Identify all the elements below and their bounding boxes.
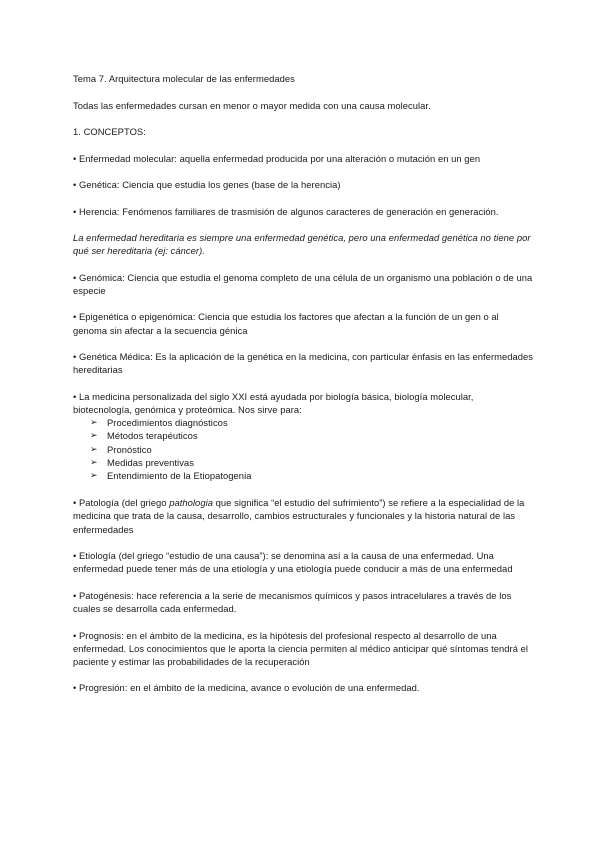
definition-genetica-medica: • Genética Médica: Es la aplicación de la genética en la medicina, con particular énfasis en las enfermedades hereditarias	[73, 351, 534, 376]
section-heading: 1. CONCEPTOS:	[73, 126, 146, 137]
list-item: ➢ Procedimientos diagnósticos	[90, 417, 228, 429]
definition-genetica: • Genética: Ciencia que estudia los genes (base de la herencia)	[73, 179, 341, 190]
arrow-bullet-icon: ➢	[90, 456, 98, 467]
list-item: ➢ Métodos terapéuticos	[90, 430, 198, 442]
list-item: ➢ Pronóstico	[90, 443, 152, 455]
definition-prognosis: • Prognosis: en el ámbito de la medicina, es la hipótesis del profesional respecto al desarrollo de una enfermedad. Los conocimientos que le aporta la ciencia permiten al médico anticipar qué síntomas tendrá el paciente y estimar las probabilidades de la recuperación	[73, 629, 529, 667]
document-page	[73, 72, 535, 708]
list-item: ➢ Medidas preventivas	[90, 456, 194, 468]
medicina-personalizada-paragraph: • La medicina personalizada del siglo XXI está ayudada por biología básica, biología molecular, biotecnología, genómica y proteómica. Nos sirve para:	[73, 390, 474, 416]
definition-genomica: • Genómica: Ciencia que estudia el genoma completo de una célula de un organismo una población o de una especie	[73, 271, 533, 296]
definition-enfermedad-molecular: • Enfermedad molecular: aquella enfermedad producida por una alteración o mutación en un gen	[73, 152, 481, 164]
definition-etiologia: • Etiología (del griego “estudio de una causa”): se denomina así a la causa de una enfermedad. Una enfermedad puede tener más de una etiología y una etiología puede conducir a más de una enfermedad	[73, 550, 513, 575]
arrow-bullet-icon: ➢	[90, 443, 98, 454]
arrow-bullet-icon: ➢	[90, 417, 98, 428]
definition-epigenetica: • Epigenética o epigenómica: Ciencia que estudia los factores que afectan a la función de un gen o al genoma sin afectar a la secuencia génica	[73, 311, 499, 336]
uses-list	[73, 416, 535, 482]
definition-patologia: • Patología (del griego pathologia que significa “el estudio del sufrimiento”) se refiere a la especialidad de la medicina que trata de la causa, desarrollo, cambios estructurales y funcionales y la historia natural de las enfermedades	[73, 497, 525, 535]
document-title: Tema 7. Arquitectura molecular de las enfermedades	[73, 73, 295, 84]
definition-patogenesis: • Patogénesis: hace referencia a la serie de mecanismos químicos y pasos intracelulares a través de los cuales se desarrolla cada enfermedad.	[73, 589, 512, 615]
arrow-bullet-icon: ➢	[90, 430, 98, 441]
definition-herencia: • Herencia: Fenómenos familiares de trasmisión de algunos caracteres de generación en generación.	[73, 205, 499, 217]
arrow-bullet-icon: ➢	[90, 470, 98, 481]
definition-progresion: • Progresión: en el ámbito de la medicina, avance o evolución de una enfermedad.	[73, 682, 420, 694]
intro-paragraph: Todas las enfermedades cursan en menor o mayor medida con una causa molecular.	[73, 99, 431, 111]
list-item: ➢ Entendimiento de la Etiopatogenia	[90, 470, 252, 482]
note-hereditaria: La enfermedad hereditaria es siempre una enfermedad genética, pero una enfermedad genética no tiene por qué ser hereditaria (ej: cáncer).	[73, 232, 531, 257]
